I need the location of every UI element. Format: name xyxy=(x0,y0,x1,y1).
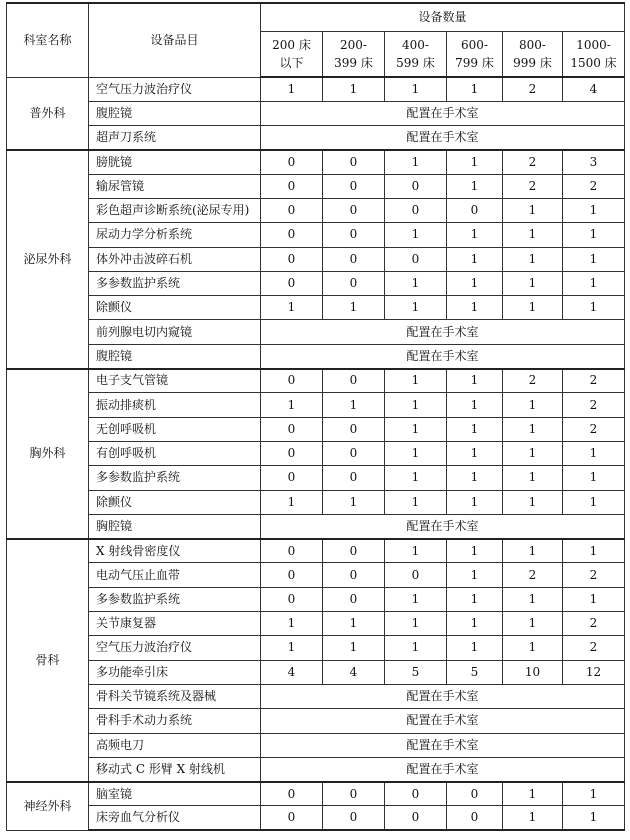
qty-cell: 1 xyxy=(261,612,323,636)
qty-cell: 2 xyxy=(563,563,625,587)
table-row xyxy=(7,150,625,174)
qty-cell: 1 xyxy=(447,417,503,441)
item-cell: 骨科关节镜系统及器械 xyxy=(89,684,261,708)
qty-cell: 0 xyxy=(447,806,503,830)
note-cell: 配置在手术室 xyxy=(261,709,625,733)
table-row xyxy=(7,587,625,611)
header-col-1-l1: 200 床 xyxy=(272,37,311,52)
item-cell: 高频电刀 xyxy=(89,733,261,757)
table-row xyxy=(7,296,625,320)
qty-cell: 4 xyxy=(563,77,625,101)
qty-cell: 0 xyxy=(323,466,385,490)
qty-cell: 1 xyxy=(503,782,563,806)
table-row xyxy=(7,709,625,733)
qty-cell: 0 xyxy=(323,198,385,222)
qty-cell: 0 xyxy=(261,417,323,441)
qty-cell: 1 xyxy=(447,441,503,465)
item-cell: 膀胱镜 xyxy=(89,150,261,174)
qty-cell: 1 xyxy=(447,539,503,563)
table-body xyxy=(7,77,625,830)
qty-cell: 4 xyxy=(323,660,385,684)
table-row xyxy=(7,101,625,125)
table-row xyxy=(7,660,625,684)
table-row xyxy=(7,782,625,806)
note-cell: 配置在手术室 xyxy=(261,101,625,125)
qty-cell: 1 xyxy=(447,174,503,198)
qty-cell: 0 xyxy=(261,806,323,830)
qty-cell: 1 xyxy=(385,77,447,101)
item-cell: 尿动力学分析系统 xyxy=(89,223,261,247)
qty-cell: 0 xyxy=(385,782,447,806)
qty-cell: 1 xyxy=(503,393,563,417)
qty-cell: 1 xyxy=(503,466,563,490)
qty-cell: 2 xyxy=(503,174,563,198)
qty-cell: 1 xyxy=(323,490,385,514)
item-cell: 空气压力波治疗仪 xyxy=(89,77,261,101)
qty-cell: 1 xyxy=(323,612,385,636)
qty-cell: 0 xyxy=(323,539,385,563)
qty-cell: 1 xyxy=(385,539,447,563)
qty-cell: 1 xyxy=(563,271,625,295)
qty-cell: 1 xyxy=(261,393,323,417)
qty-cell: 0 xyxy=(447,198,503,222)
qty-cell: 1 xyxy=(503,247,563,271)
qty-cell: 1 xyxy=(385,296,447,320)
qty-cell: 2 xyxy=(563,393,625,417)
table-row xyxy=(7,612,625,636)
qty-cell: 1 xyxy=(261,77,323,101)
dept-cell: 神经外科 xyxy=(7,782,89,831)
qty-cell: 0 xyxy=(261,150,323,174)
qty-cell: 1 xyxy=(447,296,503,320)
qty-cell: 1 xyxy=(261,636,323,660)
qty-cell: 0 xyxy=(323,369,385,393)
table-row xyxy=(7,757,625,781)
item-cell: 除颤仪 xyxy=(89,296,261,320)
qty-cell: 0 xyxy=(261,441,323,465)
item-cell: 多参数监护系统 xyxy=(89,587,261,611)
item-cell: 除颤仪 xyxy=(89,490,261,514)
qty-cell: 1 xyxy=(385,441,447,465)
qty-cell: 0 xyxy=(323,587,385,611)
qty-cell: 0 xyxy=(261,466,323,490)
header-dept: 科室名称 xyxy=(7,3,89,77)
qty-cell: 1 xyxy=(447,369,503,393)
qty-cell: 1 xyxy=(447,563,503,587)
qty-cell: 1 xyxy=(447,466,503,490)
dept-cell: 泌尿外科 xyxy=(7,150,89,369)
qty-cell: 0 xyxy=(323,782,385,806)
header-item: 设备品目 xyxy=(89,3,261,77)
qty-cell: 1 xyxy=(385,223,447,247)
qty-cell: 1 xyxy=(563,441,625,465)
qty-cell: 0 xyxy=(261,198,323,222)
qty-cell: 1 xyxy=(385,587,447,611)
qty-cell: 1 xyxy=(563,587,625,611)
qty-cell: 1 xyxy=(385,271,447,295)
qty-cell: 1 xyxy=(563,490,625,514)
table-row xyxy=(7,344,625,368)
qty-cell: 1 xyxy=(385,612,447,636)
table-row xyxy=(7,77,625,101)
item-cell: 腹腔镜 xyxy=(89,101,261,125)
item-cell: 多功能牵引床 xyxy=(89,660,261,684)
qty-cell: 2 xyxy=(563,636,625,660)
qty-cell: 1 xyxy=(323,636,385,660)
item-cell: 空气压力波治疗仪 xyxy=(89,636,261,660)
qty-cell: 0 xyxy=(323,417,385,441)
item-cell: 腹腔镜 xyxy=(89,344,261,368)
table-row xyxy=(7,174,625,198)
qty-cell: 1 xyxy=(563,806,625,830)
qty-cell: 1 xyxy=(563,223,625,247)
qty-cell: 2 xyxy=(503,563,563,587)
item-cell: 胸腔镜 xyxy=(89,514,261,538)
qty-cell: 1 xyxy=(503,587,563,611)
qty-cell: 5 xyxy=(447,660,503,684)
qty-cell: 0 xyxy=(323,441,385,465)
qty-cell: 1 xyxy=(323,296,385,320)
table-row xyxy=(7,247,625,271)
header-qty: 设备数量 xyxy=(261,3,625,31)
dept-cell: 普外科 xyxy=(7,77,89,150)
qty-cell: 2 xyxy=(503,150,563,174)
qty-cell: 0 xyxy=(385,563,447,587)
table-row xyxy=(7,539,625,563)
qty-cell: 1 xyxy=(385,417,447,441)
header-col-6-l2: 1500 床 xyxy=(570,55,617,70)
qty-cell: 0 xyxy=(261,782,323,806)
item-cell: 体外冲击波碎石机 xyxy=(89,247,261,271)
table-row xyxy=(7,271,625,295)
header-col-4 xyxy=(447,31,503,77)
qty-cell: 1 xyxy=(447,247,503,271)
qty-cell: 2 xyxy=(563,174,625,198)
qty-cell: 1 xyxy=(503,806,563,830)
qty-cell: 1 xyxy=(503,636,563,660)
header-col-2-l2: 399 床 xyxy=(334,55,373,70)
qty-cell: 2 xyxy=(563,417,625,441)
qty-cell: 1 xyxy=(563,539,625,563)
item-cell: 脑室镜 xyxy=(89,782,261,806)
qty-cell: 0 xyxy=(385,174,447,198)
table-row xyxy=(7,320,625,344)
item-cell: 振动排痰机 xyxy=(89,393,261,417)
item-cell: 移动式 C 形臂 X 射线机 xyxy=(89,757,261,781)
item-cell: 无创呼吸机 xyxy=(89,417,261,441)
qty-cell: 12 xyxy=(563,660,625,684)
qty-cell: 1 xyxy=(385,150,447,174)
header-col-3 xyxy=(385,31,447,77)
note-cell: 配置在手术室 xyxy=(261,126,625,150)
qty-cell: 1 xyxy=(503,490,563,514)
note-cell: 配置在手术室 xyxy=(261,344,625,368)
header-col-5-l2: 999 床 xyxy=(513,55,552,70)
note-cell: 配置在手术室 xyxy=(261,320,625,344)
qty-cell: 1 xyxy=(503,417,563,441)
header-col-5-l1: 800- xyxy=(519,37,546,52)
table-row xyxy=(7,393,625,417)
qty-cell: 0 xyxy=(261,223,323,247)
table-row xyxy=(7,514,625,538)
header-col-6-l1: 1000- xyxy=(576,37,611,52)
qty-cell: 0 xyxy=(323,150,385,174)
table-row xyxy=(7,126,625,150)
qty-cell: 1 xyxy=(447,393,503,417)
item-cell: 输尿管镜 xyxy=(89,174,261,198)
qty-cell: 10 xyxy=(503,660,563,684)
qty-cell: 0 xyxy=(385,806,447,830)
table-row xyxy=(7,490,625,514)
item-cell: 前列腺电切内窥镜 xyxy=(89,320,261,344)
item-cell: 电动气压止血带 xyxy=(89,563,261,587)
item-cell: X 射线骨密度仪 xyxy=(89,539,261,563)
item-cell: 关节康复器 xyxy=(89,612,261,636)
dept-cell: 胸外科 xyxy=(7,369,89,539)
qty-cell: 1 xyxy=(563,296,625,320)
qty-cell: 0 xyxy=(261,247,323,271)
qty-cell: 0 xyxy=(261,369,323,393)
item-cell: 彩色超声诊断系统(泌尿专用) xyxy=(89,198,261,222)
header-col-3-l1: 400- xyxy=(402,37,429,52)
qty-cell: 1 xyxy=(385,369,447,393)
qty-cell: 1 xyxy=(503,271,563,295)
qty-cell: 1 xyxy=(503,612,563,636)
item-cell: 骨科手术动力系统 xyxy=(89,709,261,733)
qty-cell: 0 xyxy=(261,563,323,587)
dept-cell: 骨科 xyxy=(7,539,89,782)
qty-cell: 0 xyxy=(323,174,385,198)
equipment-table-wrapper xyxy=(6,2,625,831)
qty-cell: 1 xyxy=(563,247,625,271)
header-col-4-l1: 600- xyxy=(461,37,488,52)
qty-cell: 1 xyxy=(447,150,503,174)
table-row xyxy=(7,198,625,222)
qty-cell: 1 xyxy=(385,490,447,514)
qty-cell: 1 xyxy=(503,539,563,563)
header-col-1 xyxy=(261,31,323,77)
item-cell: 有创呼吸机 xyxy=(89,441,261,465)
qty-cell: 1 xyxy=(563,466,625,490)
qty-cell: 1 xyxy=(261,296,323,320)
item-cell: 超声刀系统 xyxy=(89,126,261,150)
qty-cell: 4 xyxy=(261,660,323,684)
note-cell: 配置在手术室 xyxy=(261,757,625,781)
qty-cell: 1 xyxy=(261,490,323,514)
qty-cell: 0 xyxy=(261,539,323,563)
note-cell: 配置在手术室 xyxy=(261,514,625,538)
note-cell: 配置在手术室 xyxy=(261,733,625,757)
qty-cell: 0 xyxy=(385,247,447,271)
table-row xyxy=(7,441,625,465)
qty-cell: 1 xyxy=(503,441,563,465)
qty-cell: 1 xyxy=(447,77,503,101)
qty-cell: 1 xyxy=(447,587,503,611)
qty-cell: 3 xyxy=(563,150,625,174)
qty-cell: 2 xyxy=(563,612,625,636)
item-cell: 多参数监护系统 xyxy=(89,466,261,490)
table-row xyxy=(7,684,625,708)
table-row xyxy=(7,417,625,441)
qty-cell: 0 xyxy=(323,563,385,587)
qty-cell: 1 xyxy=(447,490,503,514)
qty-cell: 1 xyxy=(385,466,447,490)
qty-cell: 0 xyxy=(261,271,323,295)
equipment-table xyxy=(6,2,625,831)
table-row xyxy=(7,223,625,247)
qty-cell: 0 xyxy=(323,223,385,247)
qty-cell: 0 xyxy=(261,587,323,611)
item-cell: 多参数监护系统 xyxy=(89,271,261,295)
qty-cell: 0 xyxy=(323,271,385,295)
header-col-6 xyxy=(563,31,625,77)
qty-cell: 1 xyxy=(503,296,563,320)
qty-cell: 1 xyxy=(503,223,563,247)
qty-cell: 0 xyxy=(261,174,323,198)
qty-cell: 1 xyxy=(447,636,503,660)
item-cell: 电子支气管镜 xyxy=(89,369,261,393)
qty-cell: 5 xyxy=(385,660,447,684)
table-row xyxy=(7,733,625,757)
qty-cell: 0 xyxy=(385,198,447,222)
table-row xyxy=(7,806,625,830)
header-col-5 xyxy=(503,31,563,77)
qty-cell: 1 xyxy=(323,77,385,101)
table-row xyxy=(7,563,625,587)
qty-cell: 2 xyxy=(503,369,563,393)
qty-cell: 0 xyxy=(447,782,503,806)
qty-cell: 1 xyxy=(385,636,447,660)
item-cell: 床旁血气分析仪 xyxy=(89,806,261,830)
qty-cell: 1 xyxy=(447,612,503,636)
qty-cell: 1 xyxy=(447,271,503,295)
header-col-4-l2: 799 床 xyxy=(455,55,494,70)
qty-cell: 1 xyxy=(323,393,385,417)
qty-cell: 1 xyxy=(385,393,447,417)
qty-cell: 2 xyxy=(503,77,563,101)
table-row xyxy=(7,636,625,660)
qty-cell: 0 xyxy=(323,806,385,830)
qty-cell: 1 xyxy=(447,223,503,247)
header-col-1-l2: 以下 xyxy=(279,55,304,70)
table-row xyxy=(7,466,625,490)
qty-cell: 1 xyxy=(563,782,625,806)
header-row-1 xyxy=(7,3,625,31)
note-cell: 配置在手术室 xyxy=(261,684,625,708)
table-row xyxy=(7,369,625,393)
qty-cell: 2 xyxy=(563,369,625,393)
header-col-2-l1: 200- xyxy=(340,37,367,52)
qty-cell: 1 xyxy=(503,198,563,222)
header-col-3-l2: 599 床 xyxy=(396,55,435,70)
qty-cell: 0 xyxy=(323,247,385,271)
qty-cell: 1 xyxy=(563,198,625,222)
header-col-2 xyxy=(323,31,385,77)
